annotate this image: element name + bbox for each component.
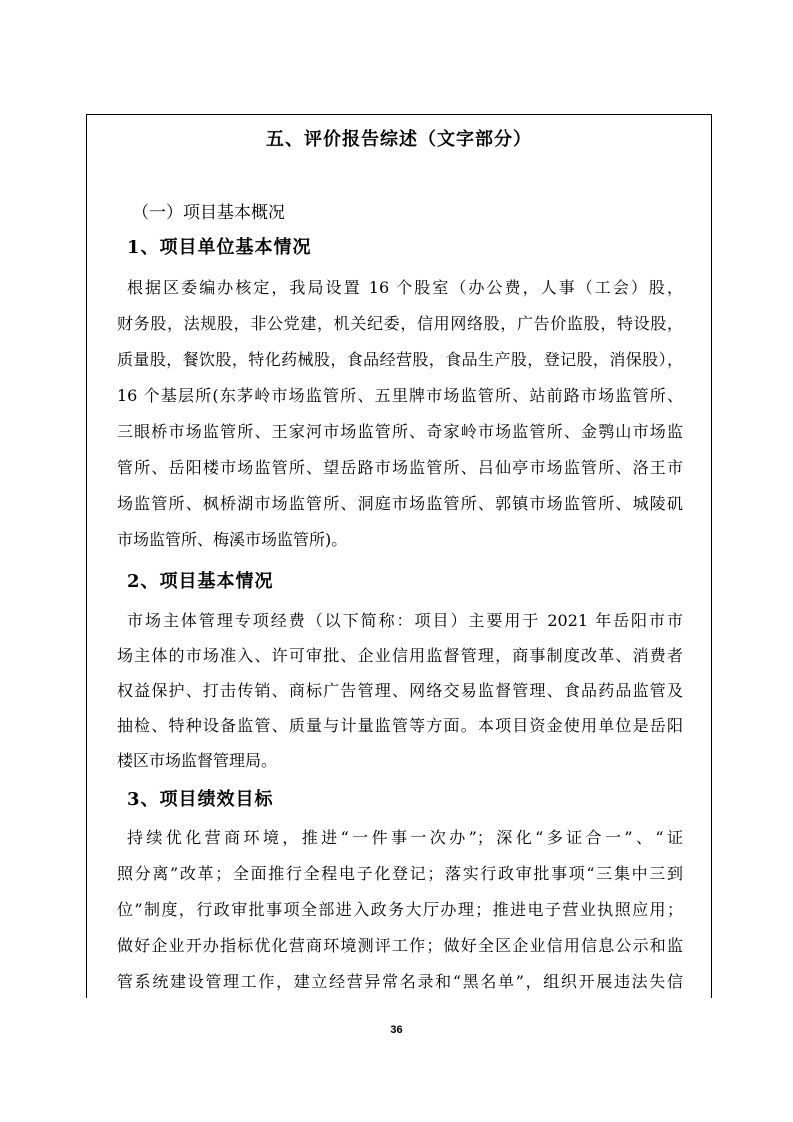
heading-unit-basic-info: 1、项目单位基本情况: [127, 237, 312, 258]
para1-line: 质量股，餐饮股，特化药械股，食品经营股，食品生产股，登记股，消保股），: [117, 350, 683, 369]
para1-line: 根据区委编办核定，我局设置 16 个股室（办公费，人事（工会）股，: [127, 278, 683, 297]
para1-line: 三眼桥市场监管所、王家河市场监管所、奇家岭市场监管所、金鹗山市场监: [117, 422, 683, 441]
subsection-title: （一）项目基本概况: [132, 203, 285, 223]
para1-line: 管所、岳阳楼市场监管所、望岳路市场监管所、吕仙亭市场监管所、洛王市: [117, 458, 683, 477]
para1-line: 市场监管所、梅溪市场监管所)。: [117, 530, 348, 549]
para2-line: 场主体的市场准入、许可审批、企业信用监督管理，商事制度改革、消费者: [117, 646, 683, 665]
para3-line: 持续优化营商环境，推进“一件事一次办”；深化“多证合一”、“证: [127, 828, 683, 847]
para2-line: 权益保护、打击传销、商标广告管理、网络交易监督管理、食品药品监管及: [117, 681, 683, 700]
para2-line: 楼区市场监督管理局。: [117, 751, 278, 770]
para2-line: 市场主体管理专项经费（以下简称：项目）主要用于 2021 年岳阳市市: [127, 611, 683, 630]
para1-line: 16 个基层所(东茅岭市场监管所、五里牌市场监管所、站前路市场监管所、: [117, 386, 683, 405]
para3-line: 管系统建设管理工作，建立经营异常名录和“黑名单”，组织开展违法失信: [117, 972, 683, 991]
section-title: 五、评价报告综述（文字部分）: [266, 129, 532, 150]
heading-project-basic-info: 2、项目基本情况: [127, 571, 274, 592]
report-frame: [86, 114, 712, 998]
para1-line: 场监管所、枫桥湖市场监管所、洞庭市场监管所、郭镇市场监管所、城陵矶: [117, 494, 683, 513]
para3-line: 做好企业开办指标优化营商环境测评工作；做好全区企业信用信息公示和监: [117, 936, 683, 955]
page-number: 36: [390, 1024, 403, 1036]
para2-line: 抽检、特种设备监管、质量与计量监管等方面。本项目资金使用单位是岳阳: [117, 716, 683, 735]
para3-line: 位”制度，行政审批事项全部进入政务大厅办理；推进电子营业执照应用；: [117, 900, 683, 919]
heading-performance-goals: 3、项目绩效目标: [127, 789, 274, 810]
para3-line: 照分离”改革；全面推行全程电子化登记；落实行政审批事项“三集中三到: [117, 864, 683, 883]
para1-line: 财务股，法规股，非公党建，机关纪委，信用网络股，广告价监股，特设股，: [117, 314, 683, 333]
